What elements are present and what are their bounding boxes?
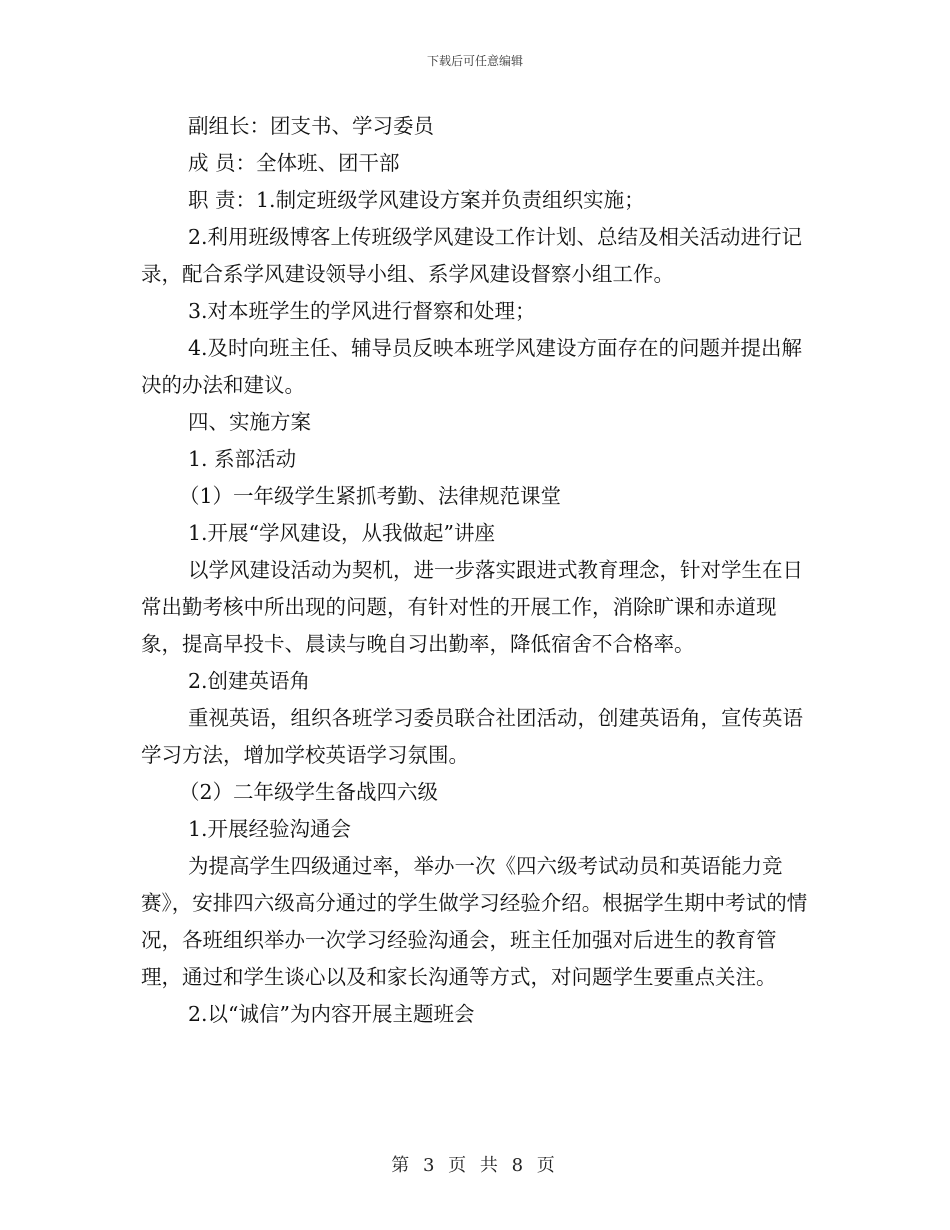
- item-english-corner: 2.创建英语角: [188, 669, 311, 693]
- document-body: [141, 108, 809, 1033]
- paragraph-duties: 职 责：1.制定班级学风建设方案并负责组织实施；: [188, 188, 645, 212]
- item-heading-first-year: （1）一年级学生紧抓考勤、法律规范课堂: [179, 484, 562, 508]
- item-heading-second-year: （2）二年级学生备战四六级: [179, 780, 439, 804]
- paragraph-duty-4: 4.及时向班主任、辅导员反映本班学风建设方面存在的问题并提出解决的办法和建议。: [141, 336, 803, 397]
- paragraph-experience-body: 为提高学生四级通过率，举办一次《四六级考试动员和英语能力竞赛》，安排四六级高分通过的学生做学习经验介绍。根据学生期中考试的情况，各班组织举办一次学习经验沟通会，班主任加强对后进生的教育管理，通过和学生谈心以及和家长沟通等方式，对问题学生要重点关注。: [141, 854, 808, 989]
- page-footer: 第 3 页 共 8 页: [391, 1155, 559, 1176]
- item-integrity-meeting: 2.以“诚信”为内容开展主题班会: [188, 1002, 475, 1026]
- subsection-heading-department: 1. 系部活动: [188, 447, 297, 471]
- item-lecture: 1.开展“学风建设，从我做起”讲座: [188, 521, 496, 545]
- paragraph-members: 成 员：全体班、团干部: [188, 151, 400, 175]
- paragraph-duty-2: 2.利用班级博客上传班级学风建设工作计划、总结及相关活动进行记录，配合系学风建设领导小组、系学风建设督察小组工作。: [141, 225, 803, 286]
- section-heading-implementation: 四、实施方案: [188, 410, 311, 434]
- paragraph-duty-3: 3.对本班学生的学风进行督察和处理；: [188, 299, 536, 323]
- item-experience-meeting: 1.开展经验沟通会: [188, 817, 352, 841]
- paragraph-english-body: 重视英语，组织各班学习委员联合社团活动，创建英语角，宣传英语学习方法，增加学校英语学习氛围。: [141, 706, 803, 767]
- paragraph-vice-leader: 副组长：团支书、学习委员: [188, 114, 434, 138]
- page-header: 下载后可任意编辑: [426, 54, 523, 68]
- paragraph-lecture-body: 以学风建设活动为契机，进一步落实跟进式教育理念，针对学生在日常出勤考核中所出现的问题，有针对性的开展工作，消除旷课和赤道现象，提高早投卡、晨读与晚自习出勤率，降低宿舍不合格率。: [141, 558, 803, 656]
